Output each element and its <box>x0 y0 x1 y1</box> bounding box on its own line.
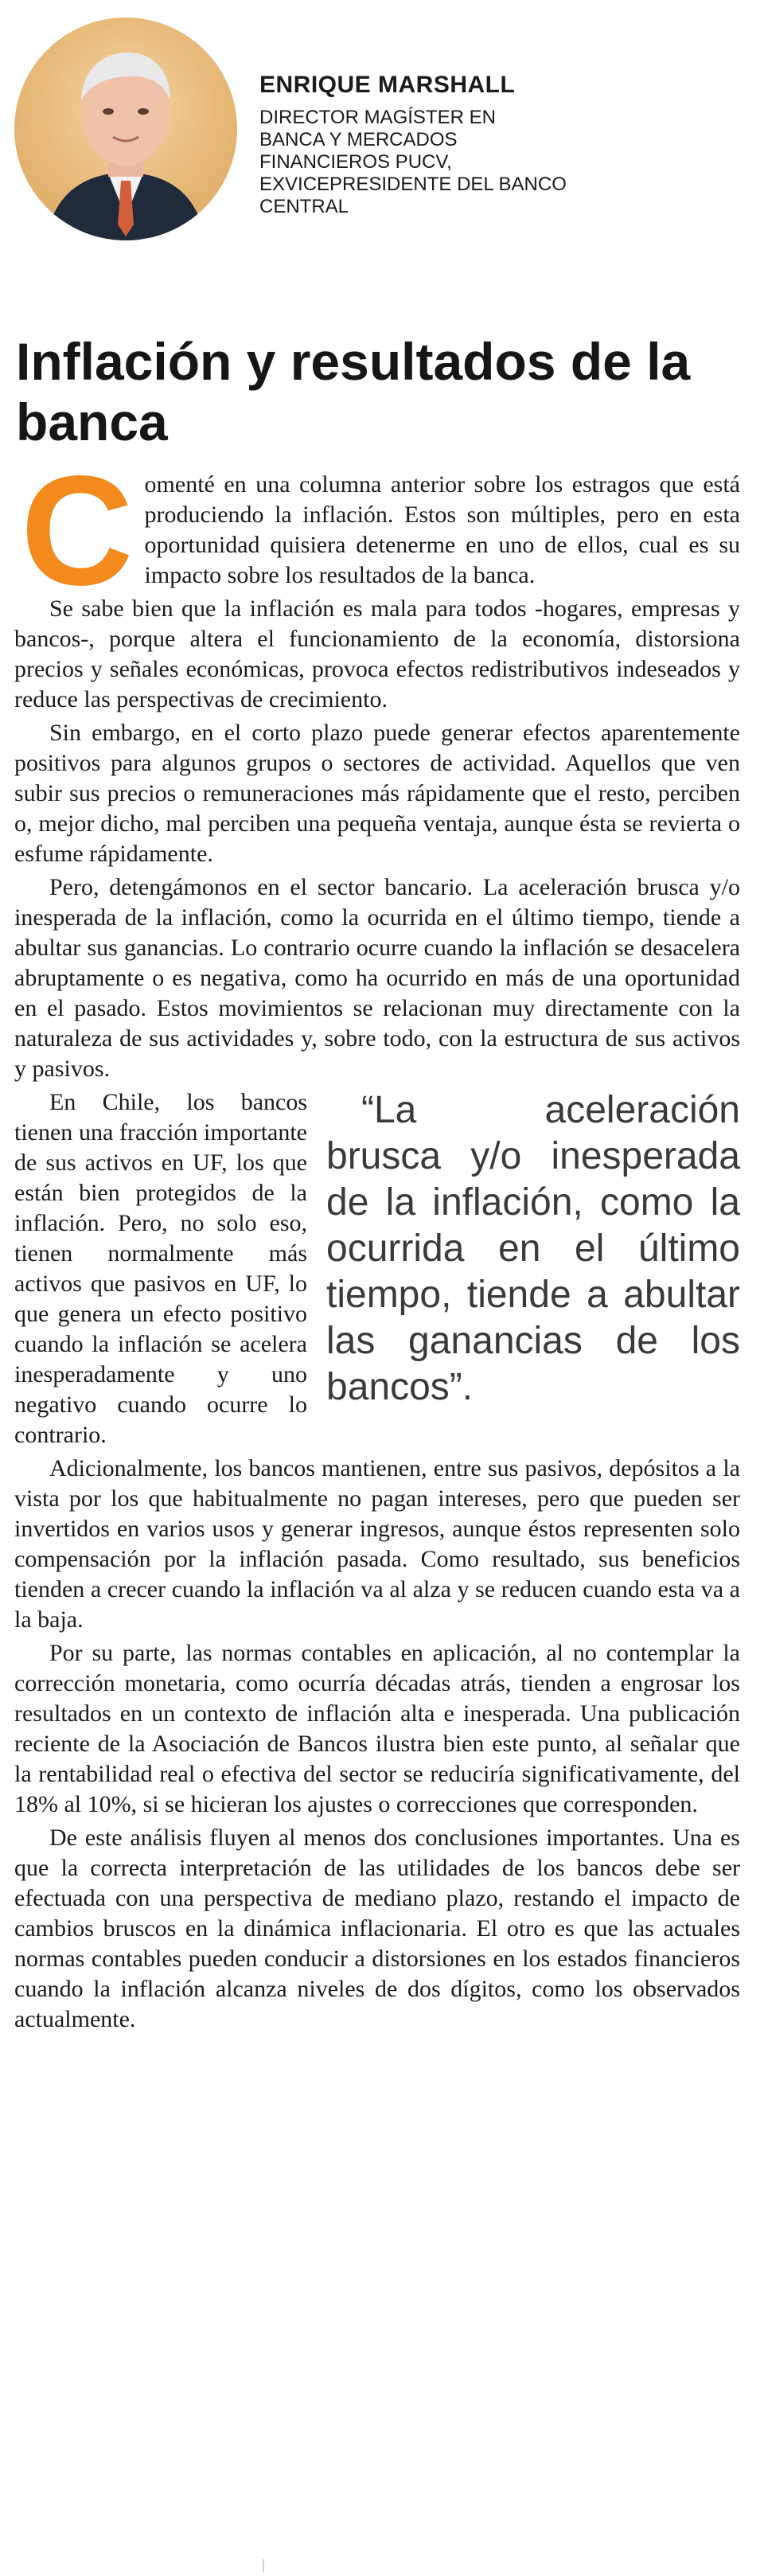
article-body <box>14 443 740 2038</box>
author-role: DIRECTOR MAGÍSTER EN BANCA Y MERCADOS FINANCIEROS PUCV, EXVICEPRESIDENTE DEL BANCO CENTRAL <box>259 107 567 217</box>
author-photo <box>14 18 237 240</box>
author-portrait-illustration <box>14 18 237 240</box>
article-paragraph-2: Se sabe bien que la inflación es mala para todos -hogares, empresas y bancos-, porque altera el funcionamiento de la economía, distorsiona precios y señales económicas, provoca efectos redistributivos indeseados y reduce las perspectivas de crecimiento. <box>14 595 740 712</box>
article-paragraph-8: De este análisis fluyen al menos dos conclusiones importantes. Una es que la correcta interpretación de las utilidades de los bancos debe ser efectuada con una perspectiva de mediano plazo, restando el impacto de cambios bruscos en la dinámica inflacionaria. El otro es que las actuales normas contables pueden conducir a distorsiones en los estados financieros cuando la inflación alcanza niveles de dos dígitos, como los observados actualmente. <box>14 1825 740 2032</box>
article-paragraph-6: Adicionalmente, los bancos mantienen, entre sus pasivos, depósitos a la vista por los que habitualmente no pagan intereses, pero que pueden ser invertidos en varios usos y generar ingresos, aunque éstos representen solo compensación por la inflación pasada. Como resultado, sus beneficios tienden a crecer cuando la inflación va al alza y se reducen cuando esta va a la baja. <box>14 1455 740 1633</box>
article-title: Inflación y resultados de la banca <box>16 332 691 452</box>
article-paragraph-4: Pero, detengámonos en el sector bancario. La aceleración brusca y/o inesperada de la inflación, como la ocurrida en el último tiempo, tiende a abultar sus ganancias. Lo contrario ocurre cuando la inflación se desacelera abruptamente o es negativa, como ha ocurrido en más de una oportunidad en el pasado. Estos movimientos se relacionan muy directamente con la naturaleza de sus actividades y, sobre todo, con la estructura de sus activos y pasivos. <box>14 874 740 1082</box>
pull-quote: “La aceleración brusca y/o inesperada de la inflación, como la ocurrida en el último tiempo, tiende a abultar las ganancias de los bancos”. <box>326 1089 740 1408</box>
paragraph-text: En Chile, los bancos tienen una fracción importante de sus activos en UF, los que están bien protegidos de la inflación. Pero, no solo eso, tienen normalmente más activos que pasivos en UF, lo que genera un efecto positivo cuando la inflación se acelera inesperadamente y uno negativo cuando ocurre lo contrario. <box>14 1089 307 1448</box>
article-paragraph-5 <box>14 1087 740 1450</box>
article-paragraph-3: Sin embargo, en el corto plazo puede generar efectos aparentemente positivos para algunos grupos o sectores de actividad. Aquellos que ven subir sus precios o remuneraciones más rápidamente que el resto, perciben o, mejor dicho, mal perciben una pequeña ventaja, aunque ésta se revierta o esfume rápidamente. <box>14 720 740 867</box>
author-info <box>259 72 594 218</box>
drop-cap: C <box>21 443 134 618</box>
print-crop-mark <box>263 2559 264 2572</box>
author-name: ENRIQUE MARSHALL <box>259 72 516 98</box>
article-paragraph-1 <box>14 443 740 618</box>
article-header <box>0 0 764 263</box>
paragraph-text: omenté en una columna anterior sobre los estragos que está produciendo la inflación. Estos son múltiples, pero en esta oportunidad quisiera detenerme en uno de ellos, cual es su impacto sobre los resultados de la banca. <box>144 471 740 588</box>
article-paragraph-7: Por su parte, las normas contables en aplicación, al no contemplar la corrección monetaria, como ocurría décadas atrás, tienden a engrosar los resultados en un contexto de inflación alta e inesperada. Una publicación reciente de la Asociación de Bancos ilustra bien este punto, al señalar que la rentabilidad real o efectiva del sector se reduciría significativamente, del 18% al 10%, si se hicieran los ajustes o correcciones que corresponden. <box>14 1640 740 1817</box>
